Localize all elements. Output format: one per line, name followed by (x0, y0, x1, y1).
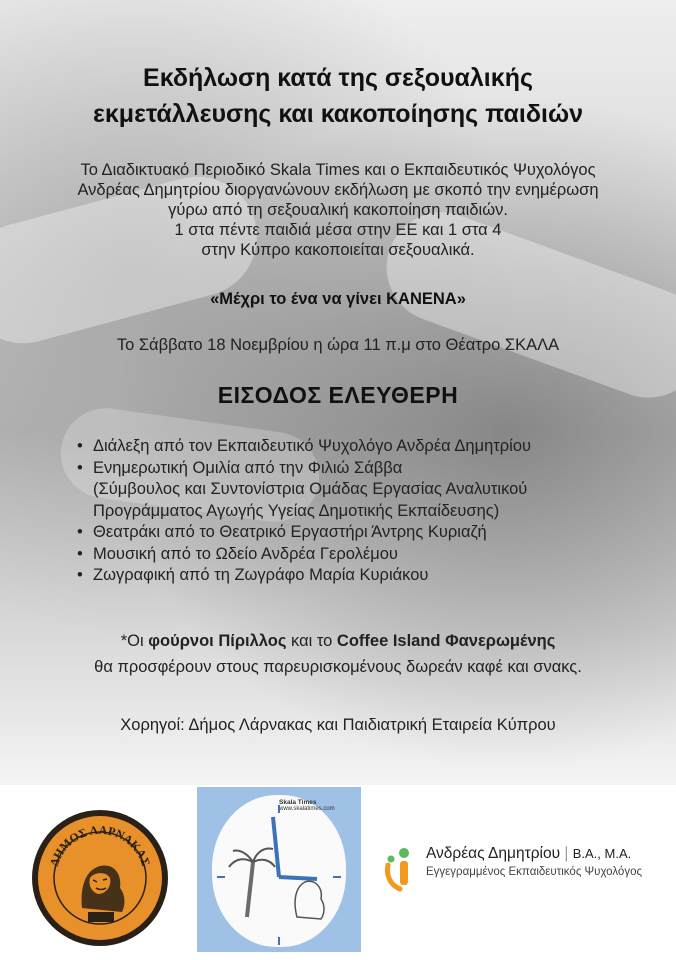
program-list (77, 436, 657, 587)
event-date: Το Σάββατο 18 Νοεμβρίου η ώρα 11 π.μ στο Θέατρο ΣΚΑΛΑ (116, 336, 560, 354)
title-line: Εκδήλωση κατά της σεξουαλικής (143, 64, 533, 92)
degrees: B.A., M.A. (572, 846, 632, 861)
name-text: Ανδρέας Δημητρίου (426, 845, 561, 862)
program-item-text: (Σύμβουλος και Συντονίστρια Ομάδας Εργασίας Αναλυτικού (93, 480, 528, 498)
cafe-name: Coffee Island Φανερωμένης (336, 632, 556, 650)
program-item-continuation (77, 479, 657, 501)
andreas-dimitriou-logo (382, 845, 662, 895)
intro-line: Το Διαδικτυακό Περιοδικό Skala Times και ο Εκπαιδευτικός Ψυχολόγος (80, 161, 596, 179)
program-item-text: Μουσική από το Ωδείο Ανδρέα Γερολέμου (93, 544, 398, 563)
program-item-text: Προγράμματος Αγωγής Υγείας Δημοτικής Εκπαίδευσης) (93, 501, 500, 520)
intro-paragraph (20, 160, 656, 260)
figure-logo-icon (382, 845, 422, 895)
intro-line: στην Κύπρο κακοποιείται σεξουαλικά. (201, 241, 475, 259)
refreshments-note (0, 628, 676, 680)
program-item (77, 544, 657, 566)
psychologist-title: Εγγεγραμμένος Εκπαιδευτικός Ψυχολόγος (426, 866, 643, 878)
program-item-text: Ζωγραφική από τη Ζωγράφο Μαρία Κυριάκου (93, 566, 429, 584)
note-text: *Οι (120, 632, 149, 650)
separator: | (564, 845, 569, 862)
skala-times-logo (197, 787, 361, 952)
bullet-icon: • (77, 523, 83, 541)
event-title (0, 60, 676, 132)
program-item-text: Διάλεξη από τον Εκπαιδευτικό Ψυχολόγο Ανδρέα Δημητρίου (93, 437, 532, 455)
coin-ring-text: ΔΗΜΟΣ ΛΑΡΝΑΚΑΣ (46, 822, 154, 868)
program-item-text: Ενημερωτική Ομιλία από την Φιλιώ Σάββα (93, 458, 403, 477)
free-entry-heading: ΕΙΣΟΔΟΣ ΕΛΕΥΘΕΡΗ (217, 382, 459, 408)
skala-brand: Skala Times (279, 799, 317, 806)
sponsors-line: Χορηγοί: Δήμος Λάρνακας και Παιδιατρική Εταιρεία Κύπρου (120, 716, 556, 734)
bakery-name: φούρνοι Πίριλλος (148, 632, 287, 650)
clock-palm-icon (197, 787, 361, 952)
intro-line: γύρω από τη σεξουαλική κακοποίηση παιδιών. (168, 201, 508, 219)
bullet-icon: • (77, 566, 83, 584)
program-item (77, 458, 657, 480)
bullet-icon: • (77, 544, 83, 563)
program-item (77, 565, 657, 587)
psychologist-name (426, 845, 631, 863)
coin-seal-icon (30, 808, 170, 953)
bullet-icon: • (77, 458, 83, 477)
title-line: εκμετάλλευσης και κακοποίησης παιδιών (92, 100, 583, 128)
skala-url: www.skalatimes.com (279, 806, 335, 812)
slogan: «Μέχρι το ένα να γίνει ΚΑΝΕΝΑ» (210, 290, 466, 308)
note-text: και το (286, 632, 337, 650)
program-item (77, 436, 657, 458)
note-line: θα προσφέρουν στους παρευρισκομένους δωρεάν καφέ και σνακς. (94, 658, 582, 676)
intro-line: 1 στα πέντε παιδιά μέσα στην ΕΕ και 1 στα 4 (174, 221, 502, 239)
program-item-continuation (77, 501, 657, 523)
note-line (0, 628, 676, 654)
intro-line: Ανδρέας Δημητρίου διοργανώνουν εκδήλωση με σκοπό την ενημέρωση (77, 181, 599, 199)
program-item (77, 522, 657, 544)
bullet-icon: • (77, 437, 83, 455)
program-item-text: Θεατράκι από το Θεατρικό Εργαστήρι Άντρης Κυριαζή (93, 523, 487, 541)
municipality-logo (30, 808, 170, 948)
